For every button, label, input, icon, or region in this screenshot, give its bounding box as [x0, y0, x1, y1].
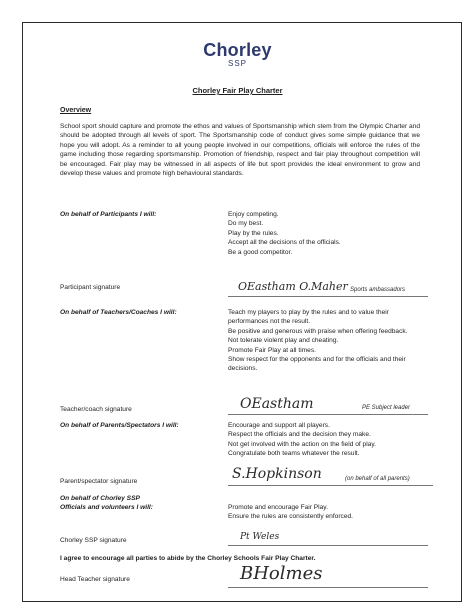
- participant-signature: OEastham O.Maher: [238, 280, 348, 293]
- head-signature-line: [228, 587, 428, 588]
- list-item: Respect the officials and the decision they make.: [228, 431, 371, 439]
- parent-signature-line: [228, 485, 433, 486]
- participant-signature-note: Sports ambassadors: [350, 287, 406, 293]
- ssp-signature-line: [228, 545, 428, 546]
- teacher-signature-note: PE Subject leader: [362, 405, 411, 411]
- ssp-signature-label: Chorley SSP signature: [60, 537, 127, 544]
- list-item: Promote and encourage Fair Play.: [228, 504, 328, 511]
- head-signature: BHolmes: [240, 563, 323, 584]
- logo-sub: SSP: [227, 59, 247, 68]
- teachers-label: On behalf of Teachers/Coaches I will:: [60, 309, 177, 316]
- list-item: Ensure the rules are consistently enforced.: [228, 513, 353, 521]
- parents-list: [228, 421, 426, 459]
- agreement-statement: I agree to encourage all parties to abide by the Chorley Schools Fair Play Charter.: [60, 555, 316, 562]
- participant-signature-line: [228, 296, 428, 297]
- parent-signature: S.Hopkinson: [232, 466, 322, 482]
- teacher-signature: OEastham: [240, 396, 314, 412]
- participant-signature-label: Participant signature: [60, 284, 121, 291]
- list-item: Play by the rules.: [228, 229, 279, 237]
- ssp-signature: Pt Weles: [240, 532, 280, 542]
- document-title: Chorley Fair Play Charter: [192, 86, 283, 95]
- list-item: Do my best.: [228, 220, 264, 228]
- list-item: Be positive and generous with praise when offering feedback.: [228, 327, 408, 335]
- ssp-label-line2: Officials and volunteers I will:: [60, 504, 153, 511]
- parent-signature-label: Parent/spectator signature: [60, 478, 138, 485]
- list-item: Encourage and support all players.: [228, 422, 330, 429]
- teacher-signature-label: Teacher/coach signature: [60, 406, 132, 413]
- list-item: Show respect for the opponents and for the officials and their decisions.: [228, 356, 406, 373]
- participants-list: [228, 210, 426, 257]
- overview-text: School sport should capture and promote the ethos and values of Sportsmanship which stem from the Olympic Charter and should be adopted through all levels of sport. The Sportsmanship code of conduct gives some simple guidance that we hope you will adopt. As a reminder to all young people involved in our competitions, officials will enforce the rules of the game including those regarding sportsmanship. Promotion of friendship, respect and fair play throughout competition will be encouraged. Fair play may be witnessed in all aspects of life but sport provides the ideal environment to grow and develop these values and promote high behavioural standards.: [60, 123, 420, 178]
- participants-label: On behalf of Participants I will:: [60, 211, 157, 218]
- list-item: Accept all the decisions of the officials.: [228, 239, 341, 247]
- list-item: Promote Fair Play at all times.: [228, 346, 316, 354]
- list-item: Teach my players to play by the rules and to value their performances not the result.: [228, 309, 389, 326]
- teacher-signature-line: [228, 414, 428, 415]
- parent-signature-note: (on behalf of all parents): [345, 476, 410, 482]
- head-signature-label: Head Teacher signature: [60, 576, 130, 583]
- list-item: Not tolerate violent play and cheating.: [228, 337, 339, 345]
- teachers-list: [228, 308, 426, 374]
- overview-heading: Overview: [60, 107, 92, 114]
- list-item: Enjoy competing.: [228, 211, 279, 218]
- list-item: Congratulate both teams whatever the result.: [228, 450, 360, 458]
- ssp-label-line1: On behalf of Chorley SSP: [60, 495, 140, 502]
- ssp-list: [228, 503, 426, 522]
- chorley-ssp-logo: [0, 40, 475, 68]
- parents-label: On behalf of Parents/Spectators I will:: [60, 422, 179, 429]
- list-item: Be a good competitor.: [228, 248, 293, 256]
- logo-brand: Chorley: [203, 40, 272, 60]
- list-item: Not get involved with the action on the field of play.: [228, 440, 376, 448]
